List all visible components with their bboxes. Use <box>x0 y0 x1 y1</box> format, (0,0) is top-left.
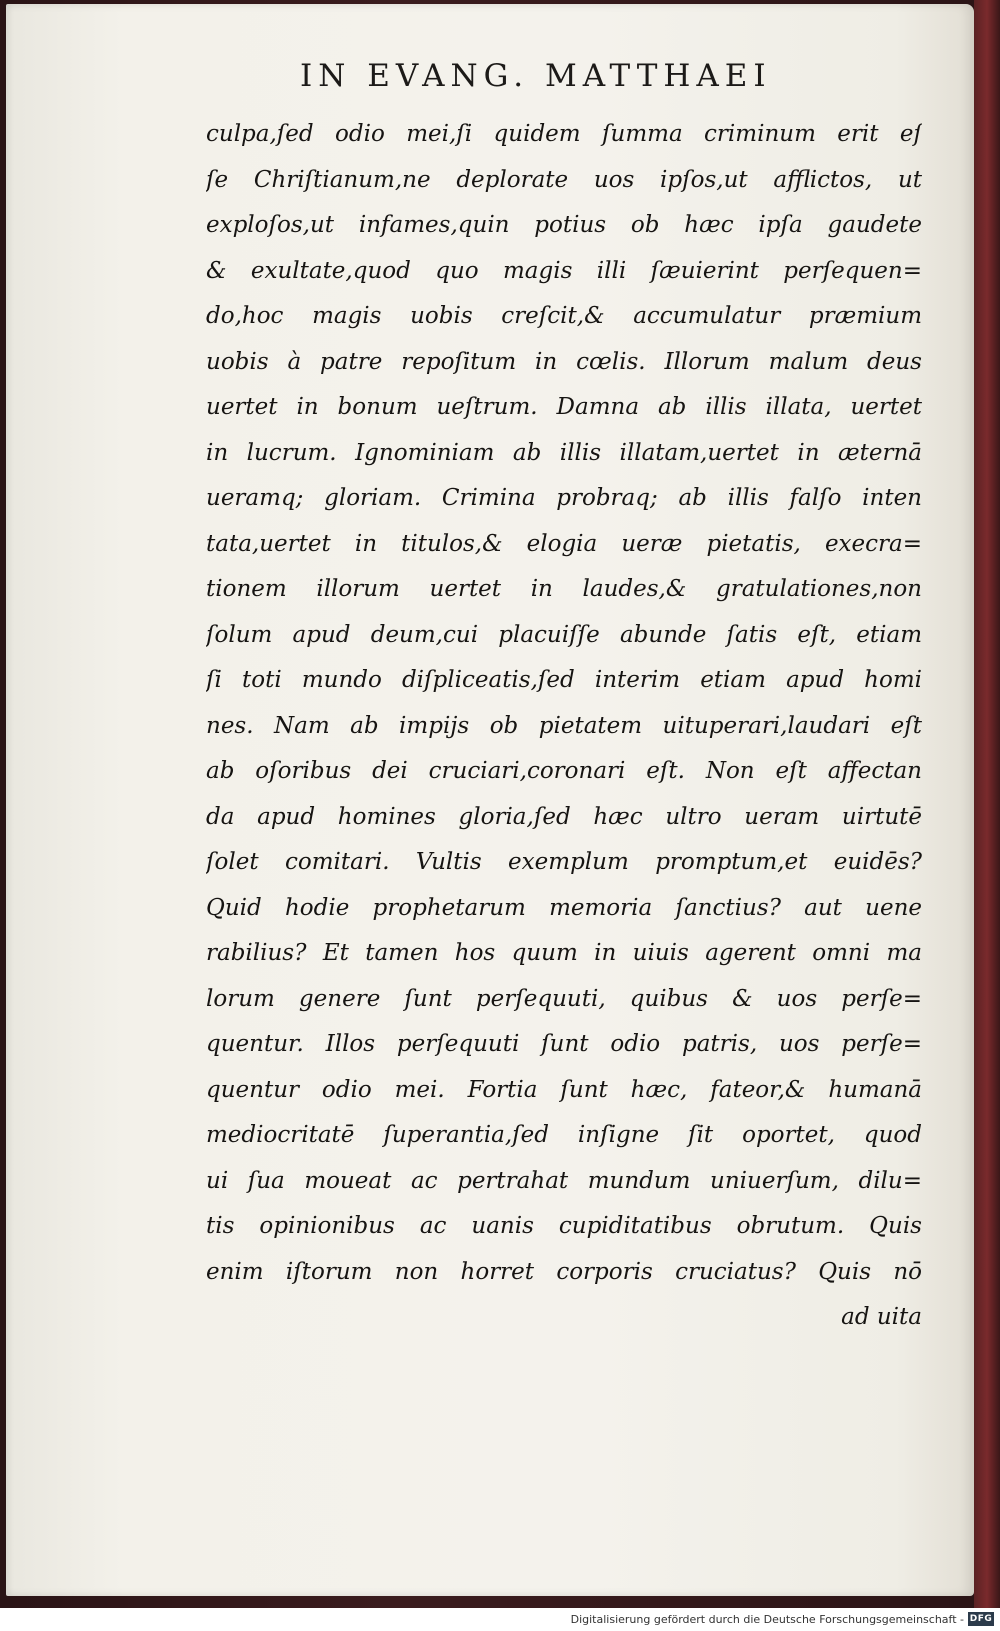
text-line: uertet in bonum ueſtrum. Damna ab illis illata, uertet <box>206 394 922 420</box>
dfg-logo-icon: DFG <box>969 1614 993 1624</box>
text-line: exploſos,ut infames,quin potius ob hæc ipſa gaudete <box>206 212 922 238</box>
text-line: lorum genere ſunt perſequuti, quibus & uos perſe= <box>206 985 922 1012</box>
text-line: tata,uertet in titulos,& elogia ueræ pietatis, execra= <box>206 530 922 557</box>
running-head: IN EVANG. MATTHAEI <box>300 58 772 94</box>
text-line: mediocritatē ſuperantia,ſed inſigne ſit oportet, quod <box>206 1122 922 1148</box>
text-line: nes. Nam ab impijs ob pietatem uituperari,laudari eſt <box>206 712 922 739</box>
text-line: quentur odio mei. Fortia ſunt hæc, fateor,& humanā <box>206 1076 922 1103</box>
text-line: ab oſoribus dei cruciari,coronari eſt. Non eſt affectan <box>206 758 922 784</box>
text-line: & exultate,quod quo magis illi ſæuierint perſequen= <box>206 257 922 284</box>
text-line: ad uita <box>841 1304 922 1330</box>
text-line: ſolet comitari. Vultis exemplum promptum,et euidēs? <box>206 849 922 875</box>
text-line: quentur. Illos perſequuti ſunt odio patris, uos perſe= <box>206 1031 922 1057</box>
text-line: in lucrum. Ignominiam ab illis illatam,uertet in æternā <box>206 439 922 466</box>
digitization-credit: Digitalisierung gefördert durch die Deutsche Forschungsgemeinschaft - <box>570 1613 964 1626</box>
body-text <box>206 112 922 1341</box>
text-line: Quid hodie prophetarum memoria ſanctius? aut uene <box>206 894 922 921</box>
footer-bar <box>0 1609 1000 1631</box>
text-line: ueramq; gloriam. Crimina probraq; ab illis falſo inten <box>206 485 922 511</box>
page-edge-binding <box>974 0 1000 1608</box>
text-line: tionem illorum uertet in laudes,& gratulationes,non <box>206 576 922 602</box>
text-line: ſe Chriſtianum,ne deplorate uos ipſos,ut afflictos, ut <box>206 166 922 193</box>
text-line: culpa,ſed odio mei,ſi quidem ſumma criminum erit eſ <box>206 121 922 147</box>
text-line: uobis à patre repoſitum in cœlis. Illorum malum deus <box>206 348 922 375</box>
text-line: tis opinionibus ac uanis cupiditatibus obrutum. Quis <box>206 1213 922 1239</box>
text-line: enim iſtorum non horret corporis cruciatus? Quis nō <box>206 1258 922 1285</box>
text-line: do,hoc magis uobis creſcit,& accumulatur præmium <box>206 303 922 329</box>
text-line: da apud homines gloria,ſed hæc ultro ueram uirtutē <box>206 803 922 830</box>
text-line: ſi toti mundo diſpliceatis,ſed interim etiam apud homi <box>206 667 922 693</box>
text-line: ſolum apud deum,cui placuiſſe abunde ſatis eſt, etiam <box>206 621 922 648</box>
text-line: ui ſua moueat ac pertrahat mundum uniuerſum, dilu= <box>206 1167 922 1194</box>
text-line: rabilius? Et tamen hos quum in uiuis agerent omni ma <box>206 940 922 966</box>
